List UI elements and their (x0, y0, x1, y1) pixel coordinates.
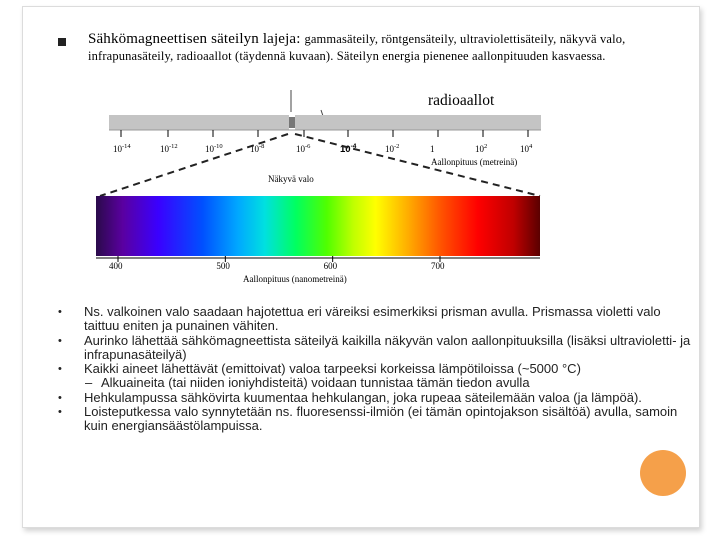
top-tick-label: $10^{-2}$ (385, 143, 400, 154)
visible-spectrum-bar (96, 196, 540, 256)
bottom-tick-label: 500 (216, 261, 230, 271)
bullet-item (55, 305, 695, 334)
top-tick-label: $10^{-10}$ (205, 143, 223, 154)
bullet-text: Loisteputkessa valo synnytetään ns. fluoresenssi-ilmiön (ei tämän opintojakson sisältöä) avulla, samoin kuin energiansäästölampuissa. (84, 404, 678, 434)
bottom-tick-marks (118, 256, 440, 262)
radio-waves-label: radioaallot (428, 92, 495, 109)
intro-rest: gammasäteily, röntgensäteily, ultraviolettisäteily, näkyvä valo, infrapunasäteily, radioaallot (täydennä kuvaan). Säteilyn energia pienenee aallonpituuden kasvaessa. (88, 32, 626, 63)
top-tick-label: $10^{-8}$ (250, 143, 265, 154)
visible-light-label: Näkyvä valo (268, 174, 314, 184)
top-tick-label: $10^{-6}$ (296, 143, 311, 154)
intro-lead: Sähkömagneettisen säteilyn lajeja: (88, 31, 305, 47)
sub-bullet-item (55, 376, 695, 390)
bullet-dot-icon: • (58, 306, 62, 318)
top-tick-labels (113, 143, 533, 155)
orange-circle-decoration (640, 450, 686, 496)
bullet-text: Ns. valkoinen valo saadaan hajotettua eri väreiksi esimerkiksi prisman avulla. Prismassa violetti valo taittuu eniten ja punainen vähiten. (84, 304, 661, 334)
bullet-text: Kaikki aineet lähettävät (emittoivat) valoa tarpeeksi korkeissa lämpötiloissa (~5000 °C) (84, 361, 581, 377)
visible-slot (289, 117, 295, 128)
spectrum-bar-left (109, 115, 289, 130)
top-tick-label: $10^{-4}$ (340, 143, 357, 155)
top-axis-label: Aallonpituus (metreinä) (431, 157, 518, 167)
top-tick-label: $10^{-12}$ (160, 143, 178, 154)
top-tick-label: $10^4$ (520, 143, 533, 154)
bullet-text: Hehkulampussa sähkövirta kuumentaa hehkulangan, joka rupeaa säteilemään valoa (ja lämpöä). (84, 389, 642, 405)
bullet-dot-icon: • (58, 391, 62, 404)
bullet-dot-icon: • (58, 406, 62, 419)
bullet-item (55, 405, 695, 434)
bullet-item (55, 362, 695, 376)
bottom-axis-label: Aallonpituus (nanometreinä) (243, 274, 347, 284)
top-tick-label: $10^{-14}$ (113, 143, 131, 154)
bullet-text: Alkuaineita (tai niiden ioniyhdisteitä) voidaan tunnistaa tämän tiedon avulla (101, 375, 530, 391)
bullet-text: Aurinko lähettää sähkömagneettista säteilyä kaikilla näkyvän valon aallonpituuksilla (lisäksi ultravioletti- ja infrapunasäteilyä) (84, 332, 691, 362)
top-tick-label: $10^2$ (475, 143, 488, 154)
bullet-item (55, 391, 695, 405)
bullet-dot-icon: • (58, 334, 62, 347)
top-tick-label: 1 (430, 144, 435, 154)
dash-icon: – (85, 375, 93, 391)
bullet-item (55, 334, 695, 363)
spectrum-bar-right (295, 115, 541, 130)
bottom-tick-labels (109, 261, 445, 271)
bottom-tick-label: 400 (109, 261, 123, 271)
bullet-dot-icon: • (58, 363, 62, 376)
bottom-tick-label: 700 (431, 261, 445, 271)
bottom-tick-label: 600 (323, 261, 338, 271)
top-tick-marks (121, 130, 528, 137)
bullet-list (55, 305, 695, 434)
